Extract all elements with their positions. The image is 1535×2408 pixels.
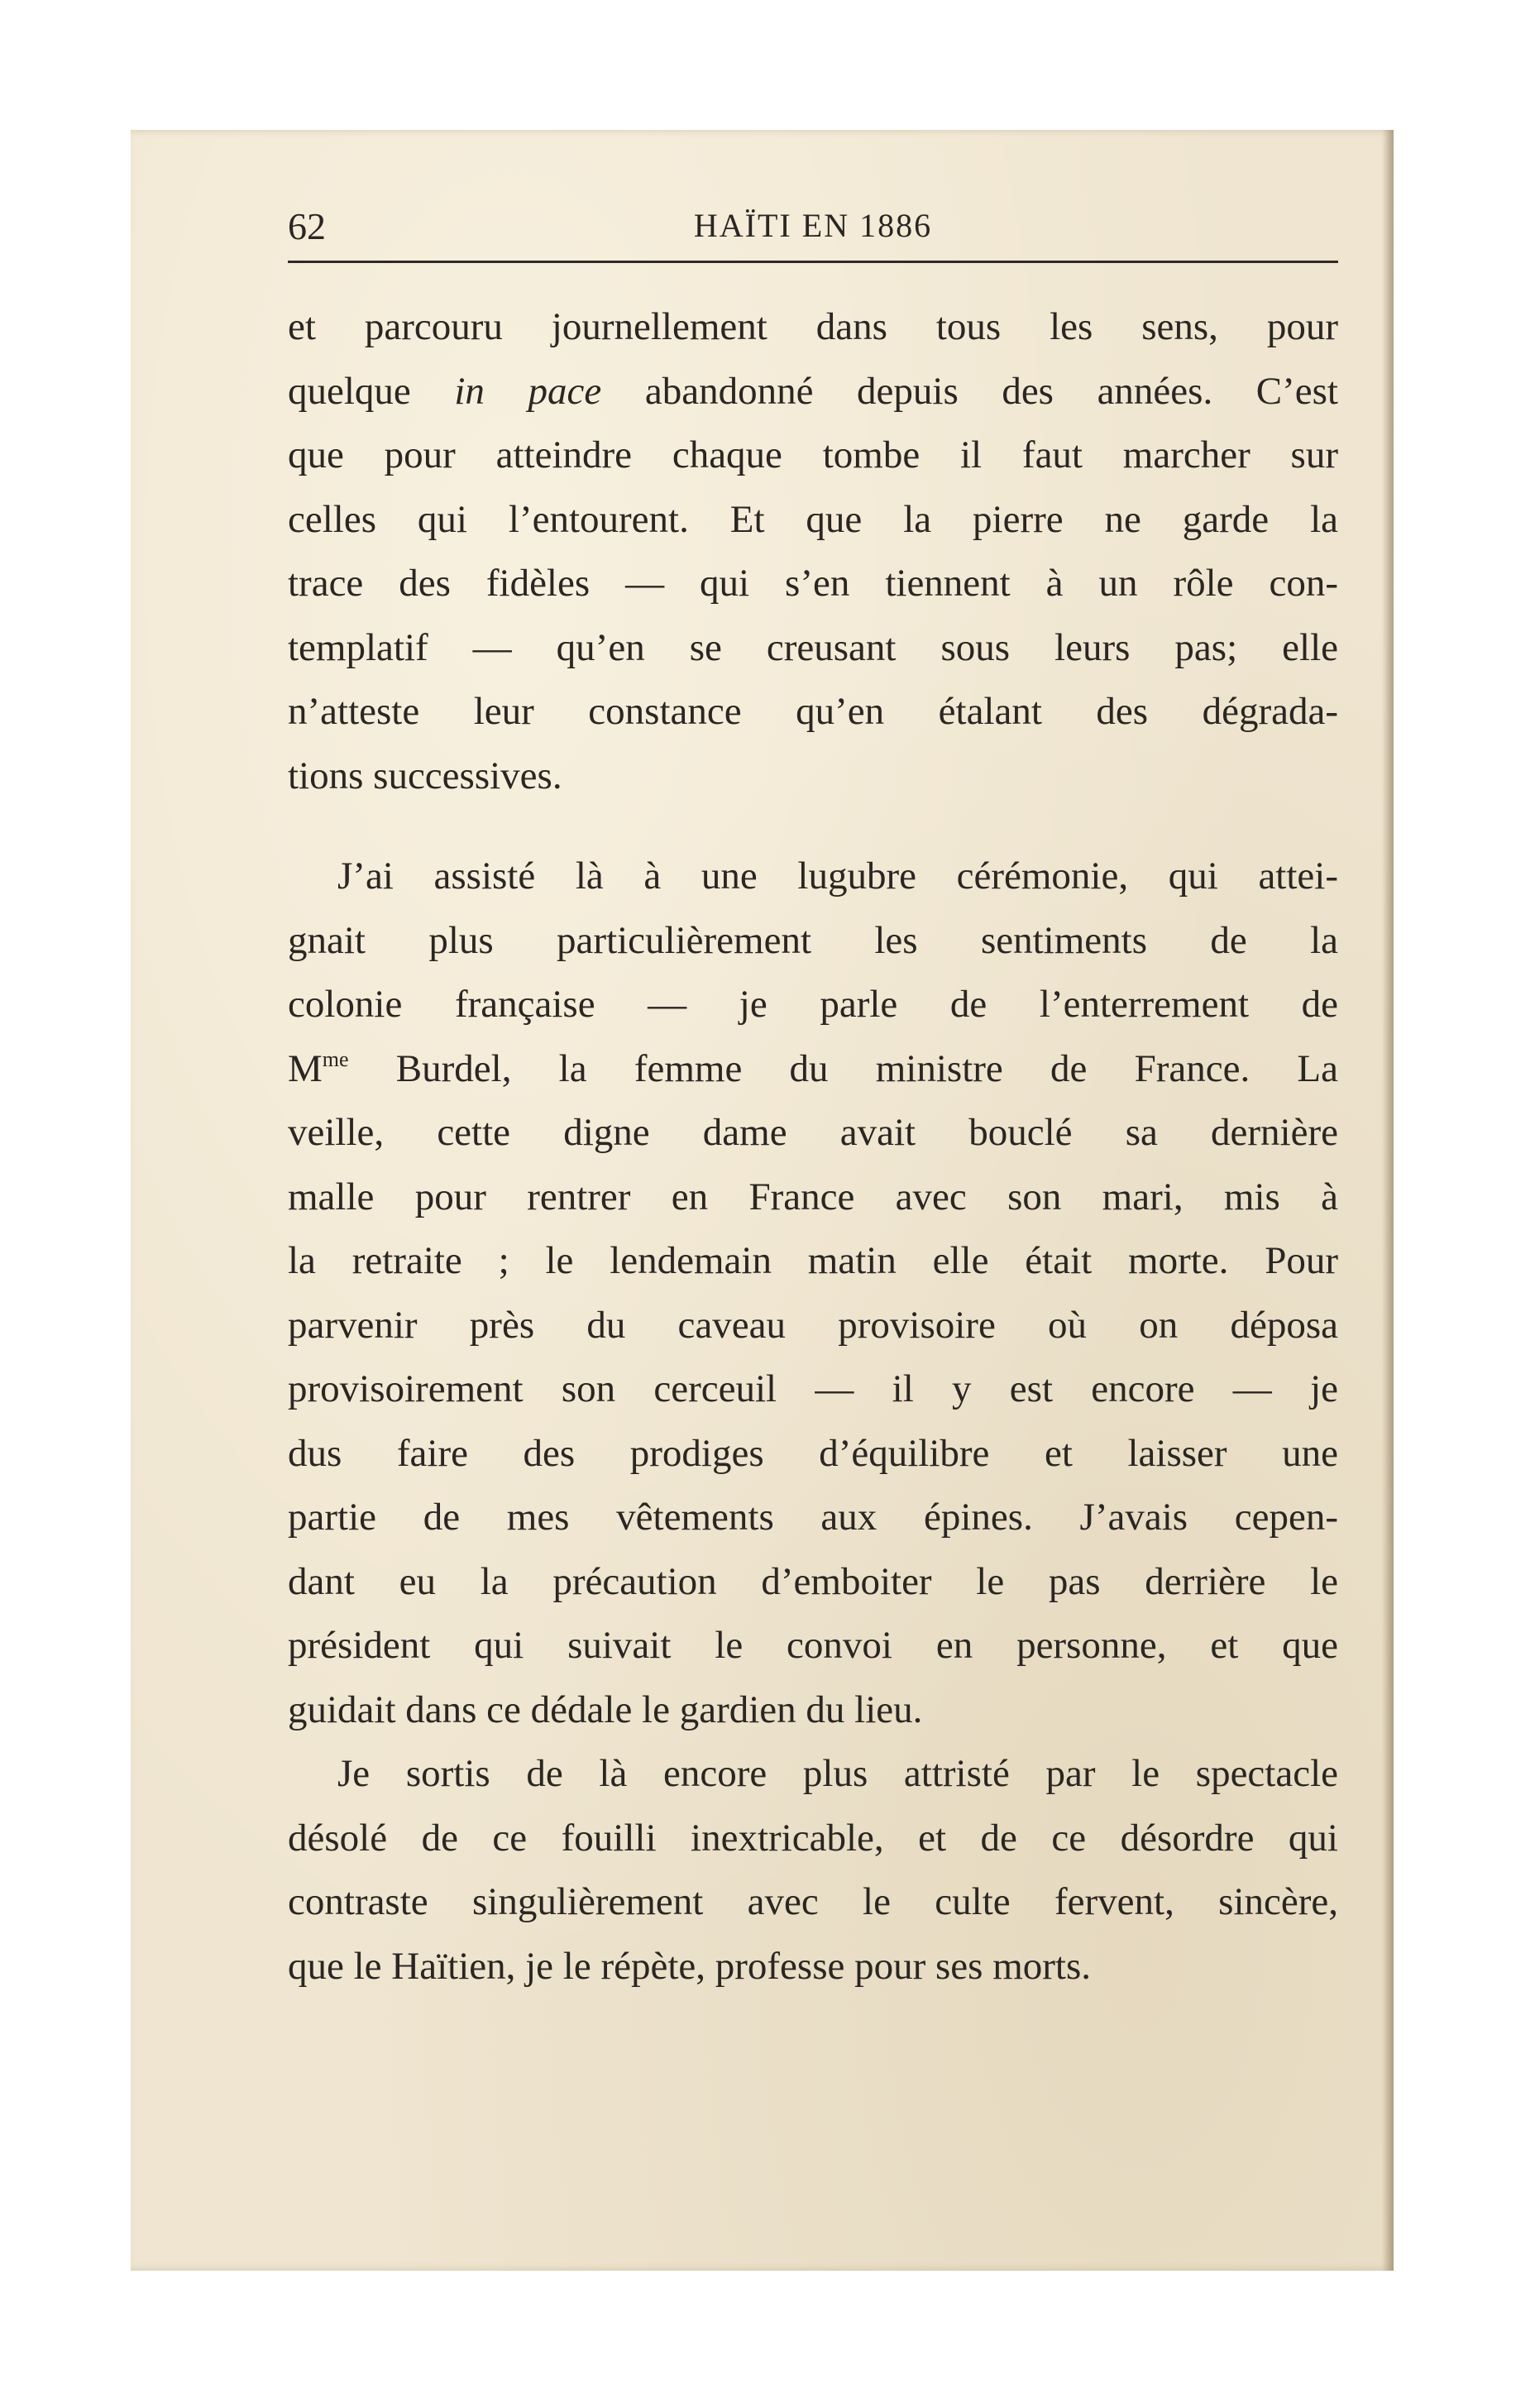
text-line: que le Haïtien, je le répète, professe pour ses morts.: [288, 1944, 1092, 1988]
text-line: n’atteste leur constance qu’en étalant des dégrada-: [288, 690, 1338, 733]
text-line: J’ai assisté là à une lugubre cérémonie, qui attei-: [337, 855, 1338, 898]
text-line: contraste singulièrement avec le culte fervent, sincère,: [288, 1880, 1338, 1923]
text-line: celles qui l’entourent. Et que la pierre ne garde la: [288, 497, 1338, 541]
text-line: la retraite ; le lendemain matin elle était morte. Pour: [288, 1239, 1338, 1282]
page-edge-shadow: [1382, 130, 1394, 2271]
text-line: guidait dans ce dédale le gardien du lieu.: [288, 1688, 923, 1731]
running-title: HAÏTI EN 1886: [693, 207, 933, 244]
header-rule: [288, 261, 1338, 263]
text-line: colonie française — je parle de l’enterrement de: [288, 983, 1338, 1026]
italic-phrase: in pace: [454, 369, 602, 413]
superscript: me: [322, 1046, 349, 1071]
text-line: quelque in pace abandonné depuis des années. C’est: [288, 369, 1338, 413]
page-number: 62: [288, 205, 326, 247]
text-line: parvenir près du caveau provisoire où on déposa: [288, 1303, 1338, 1347]
page-header: [288, 196, 1338, 262]
text-line: dus faire des prodiges d’équilibre et laisser une: [288, 1431, 1338, 1475]
paragraph-gap: [288, 808, 1338, 845]
text-line: templatif — qu’en se creusant sous leurs pas; elle: [288, 625, 1338, 669]
text-line: désolé de ce fouilli inextricable, et de ce désordre qui: [288, 1816, 1338, 1860]
text-line: $M^{me}$ Burdel, la femme du ministre de France. La: [288, 1046, 1338, 1090]
text-line: trace des fidèles — qui s’en tiennent à un rôle con-: [288, 562, 1338, 605]
text-line: veille, cette digne dame avait bouclé sa dernière: [288, 1111, 1338, 1154]
text-line: malle pour rentrer en France avec son mari, mis à: [288, 1175, 1338, 1218]
body-text: [288, 295, 1338, 1999]
text-line: dant eu la précaution d’emboiter le pas derrière le: [288, 1559, 1338, 1603]
text-line: tions successives.: [288, 754, 562, 797]
text-line: gnait plus particulièrement les sentiments de la: [288, 918, 1338, 962]
text-line: Je sortis de là encore plus attristé par le spectacle: [337, 1752, 1338, 1795]
text-line: partie de mes vêtements aux épines. J’avais cepen-: [288, 1496, 1338, 1539]
book-page: [131, 130, 1394, 2271]
text-line: provisoirement son cerceuil — il y est encore — je: [288, 1367, 1338, 1410]
text-line: et parcouru journellement dans tous les sens, pour: [288, 305, 1338, 348]
text-line: président qui suivait le convoi en personne, et que: [288, 1624, 1338, 1667]
text-line: que pour atteindre chaque tombe il faut marcher sur: [288, 433, 1338, 476]
